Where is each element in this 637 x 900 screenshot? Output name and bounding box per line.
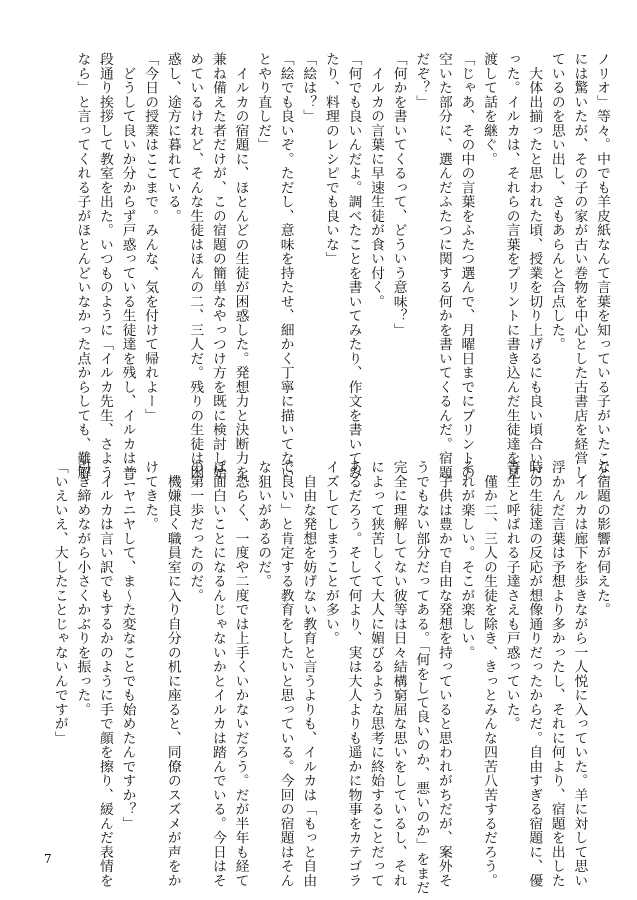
text-column: 「何でも良いんだよ。調べたことを書いてみたり、作文を書いてみ [345,52,362,480]
text-column: 段通り挨拶して教室を出た。いつものように「イルカ先生、さよう [96,52,113,480]
text-column: 兼ね備えた者だけが、この宿題の簡単なやっつけ方を既に検討し始 [209,52,226,480]
text-column: 引き締めながら小さくかぶりを振った。 [74,460,91,717]
text-column: イルカは言い訳でもするかのように手で顔を擦り、緩んだ表情を [96,460,113,888]
text-column: 子供は豊かで自由な発想を持っていると思われがちだが、案外そ [435,460,452,888]
text-column: った。イルカは、それらの言葉をプリントに書き込んだ生徒達を見 [503,52,520,480]
page-number: 7 [44,852,52,866]
text-column: ノリオ」等々。中でも羊皮紙なんて言葉を知っている子がいたこと [594,52,610,480]
text-column: 恐らく、一度や二度では上手くいかないだろう。だが半年も経て [232,460,249,888]
text-column: 時の生徒達の反応が想像通りだったからだ。自由すぎる宿題に、優 [526,460,543,888]
text-column: 浮かんだ言葉は予想より多かったし、それに何より、宿題を出した [548,460,565,888]
text-column: 渡して話を継ぐ。 [481,52,498,166]
text-column: 自由な発想を妨げない教育と言うよりも、イルカは「もっと自由 [300,460,317,888]
text-column: めているけれど、そんな生徒はほんの二、三人だ。残りの生徒は困 [187,52,204,480]
text-column: 完全に理解してない彼等は日々結構窮屈な思いをしているし、それ [390,460,407,888]
text-column: イルカの宿題に、ほとんどの生徒が困惑した。発想力と決断力を [232,52,249,480]
text-column: なら」と言ってくれる子がほとんどいなかった点からしても、難解 [74,52,91,480]
text-column: 惑し、途方に暮れている。 [164,52,181,223]
text-column: とやり直しだ」 [255,52,272,152]
text-column: あるだろう。そして何より、実は大人よりも遥かに物事をカテゴラ [345,460,362,888]
text-column: ば面白いことになるんじゃないかとイルカは踏んでいる。今日はそ [209,460,226,888]
text-column: 「絵は？」 [300,52,317,124]
text-column: 「何かを書いてくるって、どういう意味？」 [390,52,407,337]
text-column: 僅か二、三人の生徒を除き、きっとみんな四苦八苦するだろう。 [481,460,498,888]
text-column: には驚いたが、その子の家が古い巻物を中心とした古書店を経営し [571,52,588,480]
text-column: 空いた部分に、選んだふたつに関する何かを書いてくるんだ。宿題 [435,52,452,480]
text-column: で良い」と肯定する教育をしたいと思っている。今回の宿題はそん [277,460,294,888]
text-column: 「いえいえ、大したことじゃないんですが」 [51,460,68,745]
upper-text-block [71,52,613,480]
text-column: けてきた。 [142,460,159,532]
text-column: たり、料理のレシピでも良いな」 [322,52,339,266]
text-column: どうして良いか分からず戸惑っている生徒達を残し、イルカは普 [119,52,136,480]
lower-text-block [48,460,613,895]
text-column: 「絵でも良いぞ。ただし、意味を持たせ、細かく丁寧に描いてない [277,52,294,480]
text-column: によって狭苦しくて大人に媚びるような思考に終始することだって [368,460,385,888]
text-column: イズしてしまうことが多い。 [322,460,339,646]
text-column: イルカは廊下を歩きながら一人悦に入っていた。羊に対して思い [571,460,588,888]
text-column: 大体出揃ったと思われた頃、授業を切り上げるにも良い頃合いだ [526,52,543,480]
text-column: だぞ？」 [413,52,430,109]
text-column: 機嫌良く職員室に入り自分の机に座ると、同僚のスズメが声をか [164,460,181,888]
text-column: 等生と呼ばれる子達さえも戸惑っていた。 [503,460,520,731]
text-column: な狙いがあるのだ。 [255,460,272,589]
text-column: 「じゃあ、その中の言葉をふたつ選んで、月曜日までにプリントの [458,52,475,480]
text-column: それが楽しい。そこが楽しい。 [458,460,475,660]
text-column: 「ニヤニヤして、ま〜た変なことでも始めたんですか？」 [119,460,136,831]
text-column: ているのを思い出し、さもあらんと合点した。 [548,52,565,352]
text-column: の第一歩だったのだ。 [187,460,204,603]
text-column: イルカの言葉に早速生徒が食い付く。 [368,52,385,309]
text-column: 「今日の授業はここまで。みんな、気を付けて帰れよー」 [142,52,159,423]
text-column: うでもない部分だってある。「何をして良いのか、悪いのか」をまだ [413,460,430,895]
text-column: な宿題の影響が伺えた。 [594,460,610,617]
